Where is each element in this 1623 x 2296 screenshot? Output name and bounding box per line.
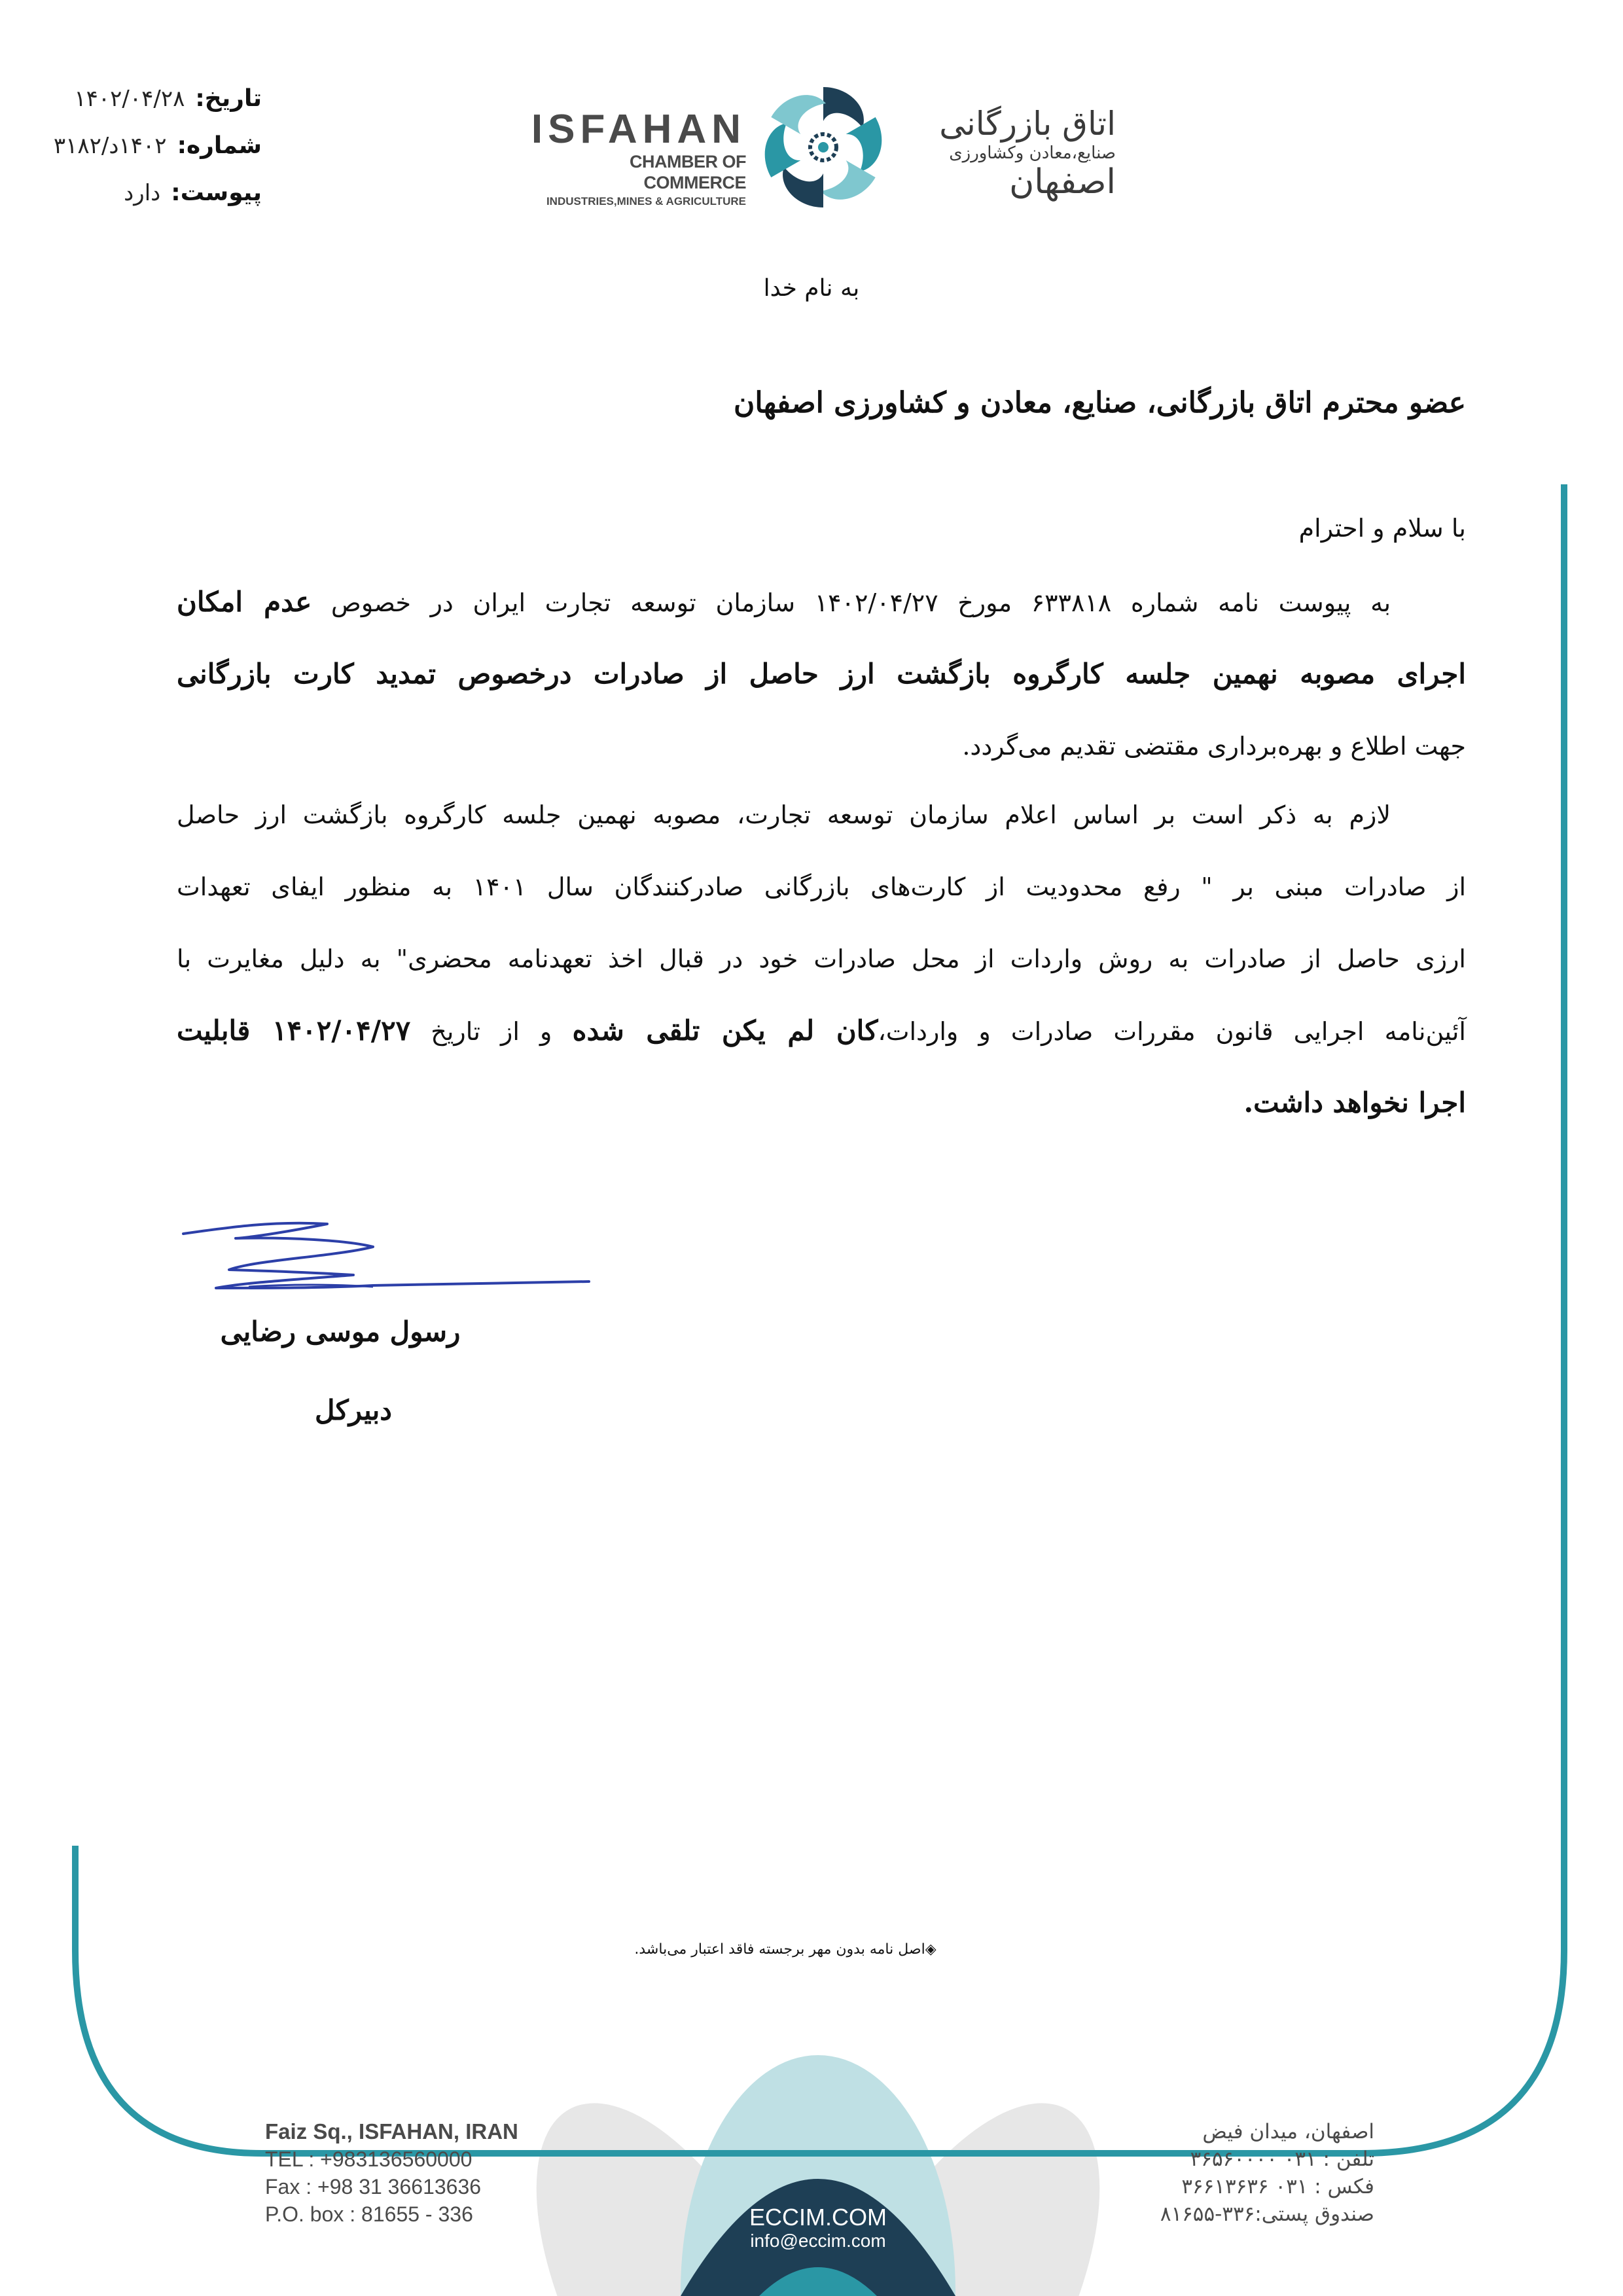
p1-line1-bold: عدم امکان (177, 586, 312, 618)
attachment-label: پیوست: (171, 179, 262, 206)
p2-line4-text: آئین‌نامه اجرایی قانون مقررات صادرات و واردات، (878, 1017, 1466, 1046)
logo-en-line3: INDUSTRIES,MINES & AGRICULTURE (546, 195, 746, 207)
date-row (52, 85, 262, 132)
logo-english-text (524, 108, 746, 210)
logo-en-line1: ISFAHAN (531, 107, 746, 152)
footer-en-pobox: P.O. box : 81655 - 336 (265, 2202, 473, 2226)
footer-en-tel: TEL : +983136560000 (265, 2147, 473, 2171)
p1-line3: جهت اطلاع و بهره‌برداری مقتضی تقدیم می‌گردد. (962, 732, 1466, 761)
footer-fa-fax: فکس : ۰۳۱ ۳۶۶۱۳۶۳۶ (1181, 2175, 1374, 2198)
footer-fa-pobox: صندوق پستی:۳۳۶-۸۱۶۵۵ (1160, 2202, 1374, 2226)
footer-fa-address: اصفهان، میدان فیض (1202, 2120, 1374, 2144)
logo-fa-line2: صنایع،معادن وکشاورزی (949, 143, 1116, 163)
footer-email[interactable]: info@eccim.com (750, 2231, 886, 2251)
footer-website (713, 2204, 923, 2251)
date-label: تاریخ: (195, 85, 262, 112)
p2-line4 (177, 998, 1466, 1070)
validity-note: ◈اصل نامه بدون مهر برجسته فاقد اعتبار می‌باشد. (634, 1941, 936, 1958)
p2-line5: اجرا نخواهد داشت. (1243, 1086, 1466, 1119)
p2-line4-date-bold: ۱۴۰۲/۰۴/۲۷ قابلیت (177, 1014, 411, 1047)
p1-line2: اجرای مصوبه نهمین جلسه کارگروه بازگشت ارز حاصل از صادرات درخصوص تمدید کارت بازرگانی (177, 658, 1466, 690)
signatory-title: دبیرکل (314, 1394, 393, 1426)
number-label: شماره: (177, 132, 262, 159)
logo-persian-text (900, 105, 1116, 200)
p2-line2: از صادرات مبنی بر " رفع محدودیت از کارت‌های بازرگانی صادرکنندگان سال ۱۴۰۱ به منظور ایفای تعهدات (177, 872, 1466, 901)
logo-fa-line3: اصفهان (1009, 162, 1116, 202)
footer-en-address: Faiz Sq., ISFAHAN, IRAN (265, 2119, 518, 2144)
recipient-line: عضو محترم اتاق بازرگانی، صنایع، معادن و کشاورزی اصفهان (734, 386, 1466, 420)
letter-meta (52, 85, 262, 226)
logo-fa-line1: اتاق بازرگانی (939, 105, 1116, 143)
number-row (52, 132, 262, 179)
p1-line1 (177, 569, 1466, 641)
date-value: ۱۴۰۲/۰۴/۲۸ (74, 86, 185, 112)
footer-website-url[interactable]: ECCIM.COM (749, 2204, 887, 2231)
p2-line4-mid: و از تاریخ (410, 1017, 573, 1046)
handwritten-signature (177, 1211, 596, 1316)
p2-line3: ارزی حاصل از صادرات به روش واردات از محل صادرات خود در قبال اخذ تعهدنامه محضری" به دلیل مغایرت با (177, 944, 1466, 973)
paragraph-2 (177, 782, 1466, 1142)
attachment-value: دارد (124, 180, 161, 206)
footer-en-fax: Fax : +98 31 36613636 (265, 2175, 482, 2198)
p1-line1-text: به پیوست نامه شماره ۶۳۳۸۱۸ مورخ ۱۴۰۲/۰۴/۲۷ سازمان توسعه تجارت ایران در خصوص (312, 588, 1391, 617)
greeting-line: با سلام و احترام (1298, 514, 1466, 543)
logo-en-line2: CHAMBER OF COMMERCE (630, 152, 746, 192)
signatory-name: رسول موسی رضایی (220, 1316, 461, 1348)
footer-persian (1060, 2118, 1374, 2228)
bismillah: به نام خدا (763, 275, 860, 302)
p2-line4-bold: کان لم یکن تلقی شده (572, 1014, 878, 1047)
chamber-logo (524, 82, 1116, 226)
footer-fa-tel: تلفن : ۰۳۱ ۳۶۵۶۰۰۰۰ (1190, 2147, 1374, 2171)
footer-english (265, 2118, 671, 2228)
number-value: ۱۴۰۲د/۳۱۸۲ (53, 133, 167, 159)
p2-line1: لازم به ذکر است بر اساس اعلام سازمان توسعه تجارت، مصوبه نهمین جلسه کارگروه بازگشت ارز حاصل (177, 800, 1391, 829)
paragraph-1 (177, 569, 1466, 785)
attachment-row (52, 179, 262, 226)
logo-emblem-icon (758, 82, 889, 213)
